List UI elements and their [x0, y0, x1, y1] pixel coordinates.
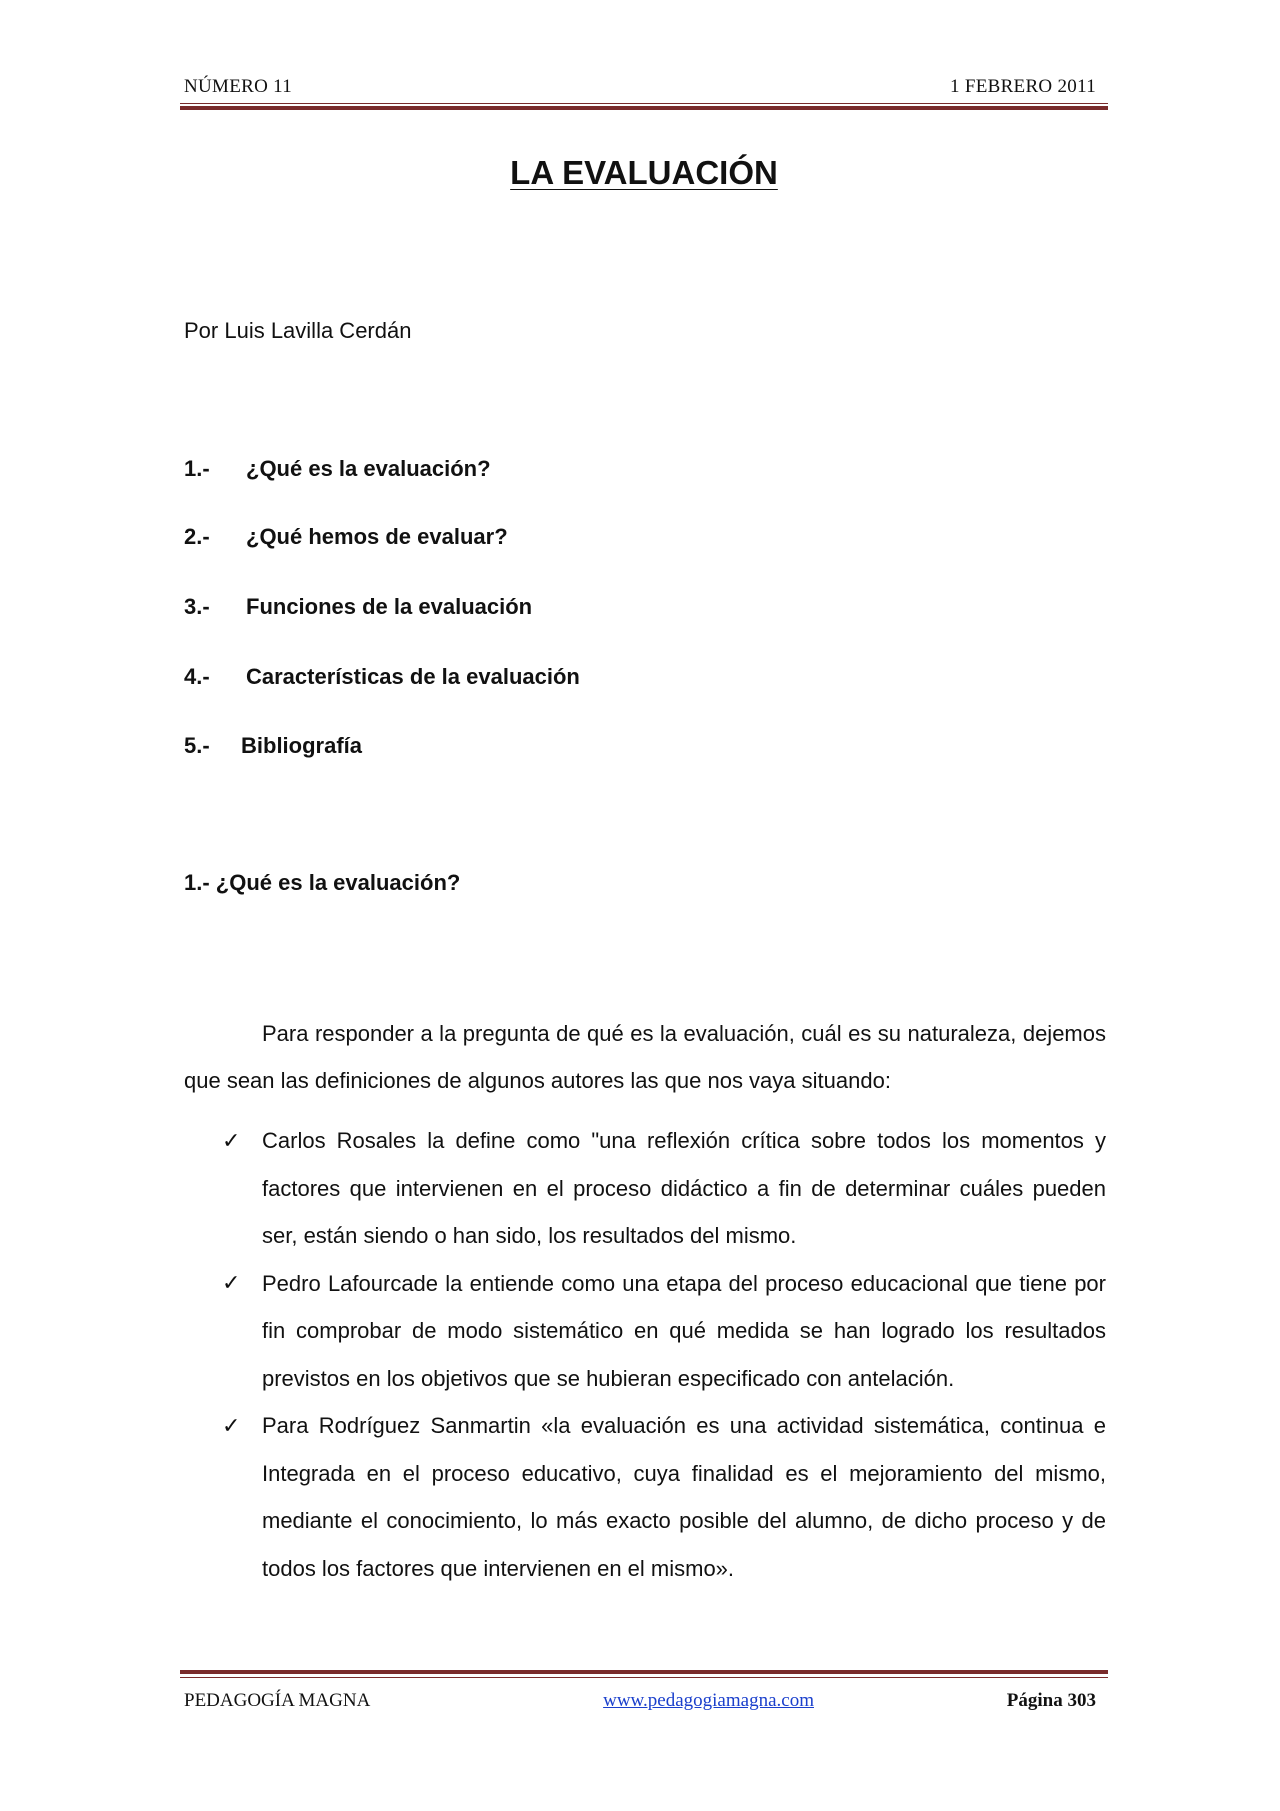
toc-item	[184, 456, 491, 482]
intro-paragraph: Para responder a la pregunta de qué es la evaluación, cuál es su naturaleza, dejemos que sean las definiciones de algunos autores las que nos vaya situando:	[184, 1021, 1106, 1093]
list-item	[222, 1117, 1106, 1260]
toc-number: 2.-	[184, 524, 210, 549]
toc-number: 1.-	[184, 456, 210, 481]
document-title: LA EVALUACIÓN	[510, 154, 778, 191]
toc-item	[184, 733, 362, 759]
footer-rule-thick	[180, 1670, 1108, 1674]
footer-publication: PEDAGOGÍA MAGNA	[184, 1690, 371, 1711]
checkmark-icon: ✓	[222, 1270, 241, 1296]
header-date: 1 FEBRERO 2011	[949, 76, 1096, 97]
checkmark-icon: ✓	[222, 1127, 241, 1153]
toc-label: Características de la evaluación	[246, 664, 580, 689]
toc-number: 3.-	[184, 594, 210, 619]
list-item	[222, 1260, 1106, 1403]
toc-item	[184, 664, 580, 690]
page-footer	[184, 1690, 1096, 1712]
list-item-text: Para Rodríguez Sanmartin «la evaluación es una actividad sistemática, continua e Integrada en el proceso educativo, cuya finalidad es el mejoramiento del mismo, mediante el conocimiento, lo más exacto posible del alumno, de dicho proceso y de todos los factores que intervienen en el mismo».	[262, 1413, 1106, 1581]
page-header	[184, 76, 1096, 98]
toc-item	[184, 594, 532, 620]
toc-label: ¿Qué hemos de evaluar?	[246, 524, 508, 549]
footer-rule-thin	[180, 1677, 1108, 1678]
list-item-text: Pedro Lafourcade la entiende como una etapa del proceso educacional que tiene por fin comprobar de modo sistemático en qué medida se han logrado los resultados previstos en los objetivos que se hubieran especificado con antelación.	[262, 1270, 1106, 1391]
header-rule-thin	[180, 103, 1108, 104]
definitions-list	[222, 1117, 1106, 1592]
header-issue: NÚMERO 11	[184, 76, 293, 97]
toc-number: 4.-	[184, 664, 210, 689]
toc-number: 5.-	[184, 733, 210, 758]
toc-item	[184, 524, 508, 550]
header-rule-thick	[180, 106, 1108, 110]
author-line: Por Luis Lavilla Cerdán	[184, 318, 412, 343]
footer-website-link[interactable]: www.pedagogiamagna.com	[603, 1690, 814, 1711]
checkmark-icon: ✓	[222, 1412, 241, 1438]
toc-label: ¿Qué es la evaluación?	[246, 456, 491, 481]
section-heading: 1.- ¿Qué es la evaluación?	[184, 870, 461, 895]
list-item	[222, 1402, 1106, 1592]
list-item-text: Carlos Rosales la define como "una reflexión crítica sobre todos los momentos y factores que intervienen en el proceso didáctico a fin de determinar cuáles pueden ser, están siendo o han sido, los resultados del mismo.	[262, 1128, 1106, 1248]
toc-label: Bibliografía	[241, 733, 363, 758]
footer-page-number: Página 303	[1006, 1690, 1096, 1711]
toc-label: Funciones de la evaluación	[246, 594, 533, 619]
